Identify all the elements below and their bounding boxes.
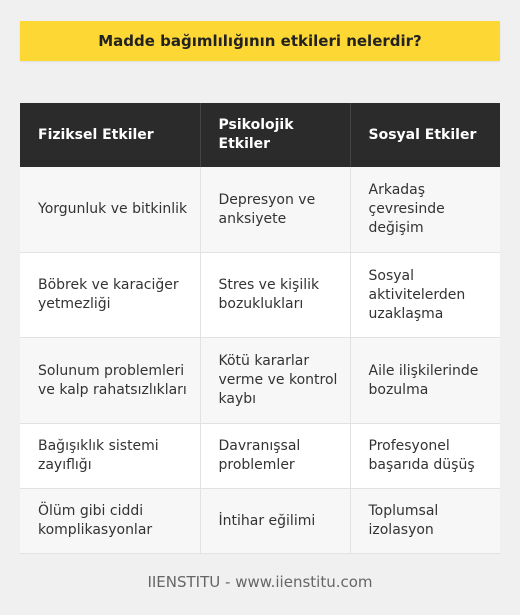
table-cell: Yorgunluk ve bitkinlik — [20, 167, 200, 253]
table-cell: Solunum problemleri ve kalp rahatsızlıkları — [20, 338, 200, 424]
table-cell: Arkadaş çevresinde değişim — [350, 167, 500, 253]
table-cell: Aile ilişkilerinde bozulma — [350, 338, 500, 424]
table-cell: Toplumsal izolasyon — [350, 489, 500, 554]
table-cell: Bağışıklık sistemi zayıflığı — [20, 424, 200, 489]
table-cell: Ölüm gibi ciddi komplikasyonlar — [20, 489, 200, 554]
table-cell: Böbrek ve karaciğer yetmezliği — [20, 253, 200, 338]
table-cell: Sosyal aktivitelerden uzaklaşma — [350, 253, 500, 338]
table-row — [20, 338, 500, 424]
page-title: Madde bağımlılığının etkileri nelerdir? — [98, 32, 422, 50]
table-cell: İntihar eğilimi — [200, 489, 350, 554]
table-row — [20, 167, 500, 253]
header-social: Sosyal Etkiler — [350, 103, 500, 167]
table-row — [20, 253, 500, 338]
header-physical: Fiziksel Etkiler — [20, 103, 200, 167]
footer-credit: IIENSTITU - www.iienstitu.com — [147, 573, 373, 591]
table-row — [20, 489, 500, 554]
header-psychological: Psikolojik Etkiler — [200, 103, 350, 167]
table-cell: Davranışsal problemler — [200, 424, 350, 489]
table-cell: Profesyonel başarıda düşüş — [350, 424, 500, 489]
title-banner — [20, 21, 500, 61]
table-row — [20, 424, 500, 489]
effects-table — [20, 103, 500, 554]
table-header-row — [20, 103, 500, 167]
table-cell: Depresyon ve anksiyete — [200, 167, 350, 253]
table-cell: Stres ve kişilik bozuklukları — [200, 253, 350, 338]
table-cell: Kötü kararlar verme ve kontrol kaybı — [200, 338, 350, 424]
